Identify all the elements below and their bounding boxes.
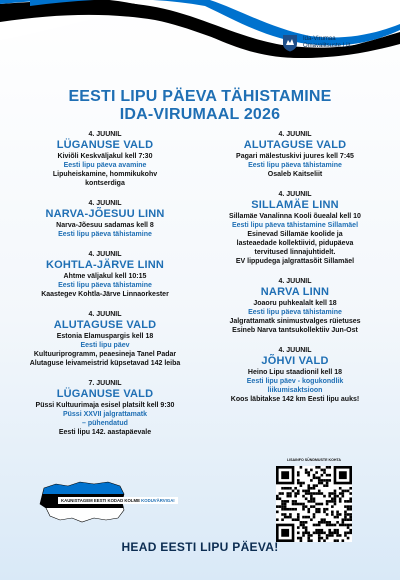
event-date: 4. JUUNIL [88,311,122,318]
slogan: KAUNISTAGEM EESTI KODAD KOLME KODUVÄRVIGA! [58,497,178,504]
event-place: SILLAMÄE LINN [251,199,339,211]
event-card [200,346,390,404]
event-description: Lipuheiskamine, hommikukohv [52,171,158,178]
event-description: kontserdiga [85,180,125,187]
event-location: Pagari mälestuskivi juures kell 7:45 [236,153,354,160]
event-highlight: – pühendatud [82,420,128,427]
event-card [10,250,200,299]
event-place: ALUTAGUSE VALD [53,319,157,331]
event-date: 4. JUUNIL [278,278,312,285]
event-description: Kaastegev Kohtla-Järve Linnaorkester [41,291,169,298]
event-location: Ahtme väljakul kell 10:15 [63,273,147,280]
event-card [10,199,200,239]
event-highlight: Eesti lipu päeva tähistamine [248,309,342,316]
event-date: 4. JUUNIL [88,131,122,138]
title-line2: IDA-VIRUMAAL 2026 [119,106,281,123]
event-highlight: liikumisaktsioon [267,387,323,394]
qr-label: LISAINFO SÜNDMUSTE KOHTA [286,458,342,462]
event-description: Eesti lipu 142. aastapäevale [58,429,152,436]
event-card [10,130,200,188]
event-date: 4. JUUNIL [88,200,122,207]
logo-line1: Ida-Virumaa [303,36,336,42]
event-card [200,130,390,179]
footer-greeting: HEAD EESTI LIPU PÄEVA! [121,540,279,554]
page-title [0,88,400,124]
logo-line2: Omavalitsuste Liit [303,43,351,49]
event-location: Heino Lipu staadionil kell 18 [247,369,343,376]
event-highlight: Eesti lipu päeva tähistamine Sillamäel [231,222,359,229]
qr-code[interactable] [276,466,352,542]
event-highlight: Eesti lipu päev [80,342,130,349]
event-date: 4. JUUNIL [278,131,312,138]
event-highlight: Eesti lipu päeva tähistamine [58,231,152,238]
event-card [10,379,200,437]
event-place: NARVA LINN [260,286,330,298]
event-highlight: Eesti lipu päeva tähistamine [58,282,152,289]
event-date: 4. JUUNIL [278,347,312,354]
event-highlight: Püssi XXVII jalgrattamatk [62,411,148,418]
event-location: Sillamäe Vanalinna Kooli õuealal kell 10 [229,213,361,220]
event-description: Esinevad Sillamäe koolide ja [247,231,343,238]
event-description: Koos läbitakse 142 km Eesti lipu auks! [230,396,360,403]
ida-virumaa-logo [282,34,350,52]
event-description: Jalgrattamatk sinimustvalges rüietuses [229,318,361,325]
event-description: tervitused linnajuhtidelt. [254,249,336,256]
event-highlight: Eesti lipu päeva tähistamine [248,162,342,169]
event-description: EV lippudega jalgrattasõit Sillamäel [235,258,355,265]
event-place: JÕHVI VALD [261,355,329,367]
event-place: LÜGANUSE VALD [56,139,154,151]
event-location: Kiviõli Keskväljakul kell 7:30 [57,153,153,160]
event-description: Kultuuriprogramm, peaesineja Tanel Padar [33,351,177,358]
event-description: Esineb Narva tantsukollektiiv Jun-Ost [232,327,358,334]
event-place: NARVA-JÕESUU LINN [45,208,165,220]
event-place: ALUTAGUSE VALD [243,139,347,151]
event-location: Estonia Elamuspargis kell 18 [56,333,154,340]
event-location: Narva-Jõesuu sadamas kell 8 [56,222,154,229]
title-line1: EESTI LIPU PÄEVA TÄHISTAMINE [68,88,332,105]
event-card [200,190,390,266]
event-date: 4. JUUNIL [278,191,312,198]
event-place: KOHTLA-JÄRVE LINN [45,259,165,271]
events-left-column [10,130,200,448]
event-location: Püssi Kultuurimaja esisel platsilt kell 9:30 [35,402,175,409]
event-highlight: Eesti lipu päev - kogukondlik [246,378,344,385]
event-description: Alutaguse leivameistrid küpsetavad 142 leiba [29,360,181,367]
event-description: Osaleb Kaitseliit [267,171,323,178]
event-location: Joaoru puhkealalt kell 18 [253,300,337,307]
event-description: lasteaedade kollektiivid, pidupäeva [236,240,354,247]
event-highlight: Eesti lipu päeva avamine [63,162,147,169]
event-card [200,277,390,335]
event-date: 4. JUUNIL [88,251,122,258]
ida-virumaa-logo-icon [282,34,298,52]
event-date: 7. JUUNIL [88,380,122,387]
events-right-column [200,130,390,415]
event-place: LÜGANUSE VALD [56,388,154,400]
event-card [10,310,200,368]
